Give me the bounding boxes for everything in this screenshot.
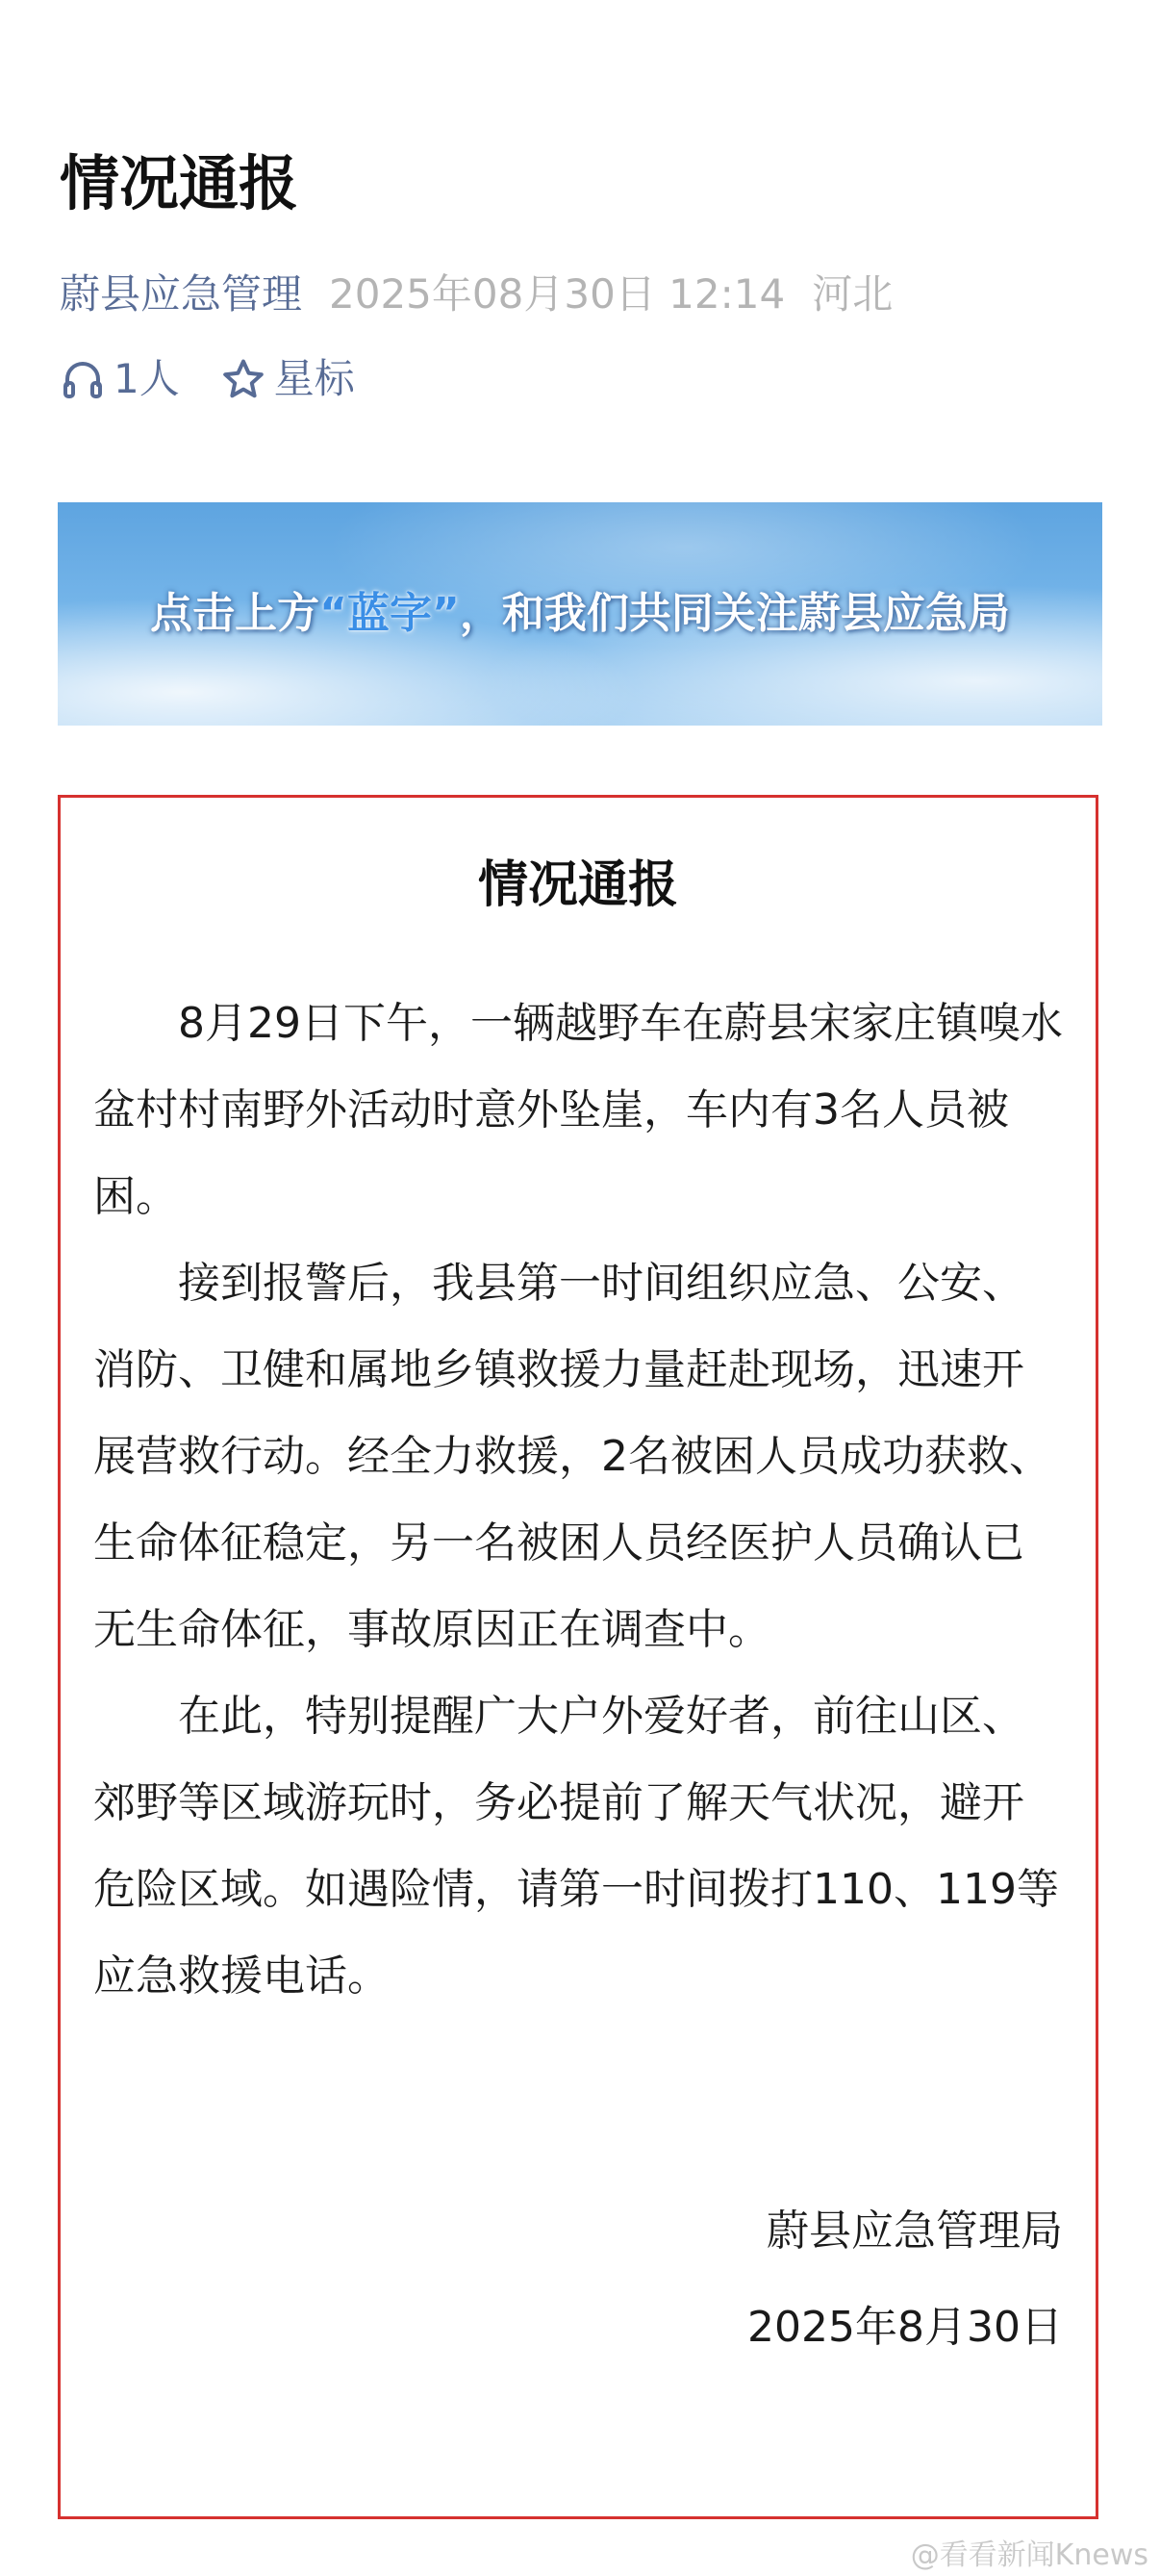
article-title: 情况通报 bbox=[60, 148, 299, 218]
account-name-link[interactable]: 蔚县应急管理 bbox=[60, 270, 303, 318]
star-button[interactable] bbox=[220, 352, 355, 406]
notice-box bbox=[58, 795, 1098, 2519]
notice-paragraph: 接到报警后，我县第一时间组织应急、公安、消防、卫健和属地乡镇救援力量赶赴现场，迅速开展营救行动。经全力救援，2名被困人员成功获救、生命体征稳定，另一名被困人员经医护人员确认已无生命体征，事故原因正在调查中。 bbox=[93, 1259, 1051, 1654]
signature-date: 2025年8月30日 bbox=[747, 2303, 1063, 2352]
article-meta bbox=[60, 268, 893, 321]
listen-count: 1人 bbox=[113, 355, 180, 402]
article-actions bbox=[60, 352, 395, 406]
publish-datetime: 2025年08月30日 12:14 bbox=[329, 270, 786, 318]
publish-location: 河北 bbox=[812, 270, 894, 318]
headphones-icon bbox=[60, 356, 106, 402]
signature-org: 蔚县应急管理局 bbox=[767, 2206, 1063, 2256]
notice-body bbox=[93, 981, 1065, 2020]
banner-text-before: 点击上方 bbox=[150, 589, 320, 638]
listen-button[interactable] bbox=[60, 352, 180, 406]
star-label: 星标 bbox=[273, 355, 355, 402]
follow-banner[interactable] bbox=[58, 502, 1102, 726]
notice-signature bbox=[747, 2183, 1063, 2376]
banner-text-after: ，和我们共同关注蔚县应急局 bbox=[459, 589, 1010, 638]
notice-paragraph: 8月29日下午，一辆越野车在蔚县宋家庄镇嗅水盆村村南野外活动时意外坠崖，车内有3名人员被困。 bbox=[93, 999, 1063, 1221]
star-outline-icon bbox=[220, 356, 266, 402]
follow-banner-text bbox=[58, 585, 1102, 643]
notice-title: 情况通报 bbox=[477, 856, 678, 914]
notice-paragraph: 在此，特别提醒广大户外爱好者，前往山区、郊野等区域游玩时，务必提前了解天气状况，避开危险区域。如遇险情，请第一时间拨打110、119等应急救援电话。 bbox=[93, 1692, 1059, 2001]
source-watermark: @看看新闻Knews bbox=[910, 2538, 1148, 2572]
banner-blue-words: “蓝字” bbox=[319, 589, 460, 638]
